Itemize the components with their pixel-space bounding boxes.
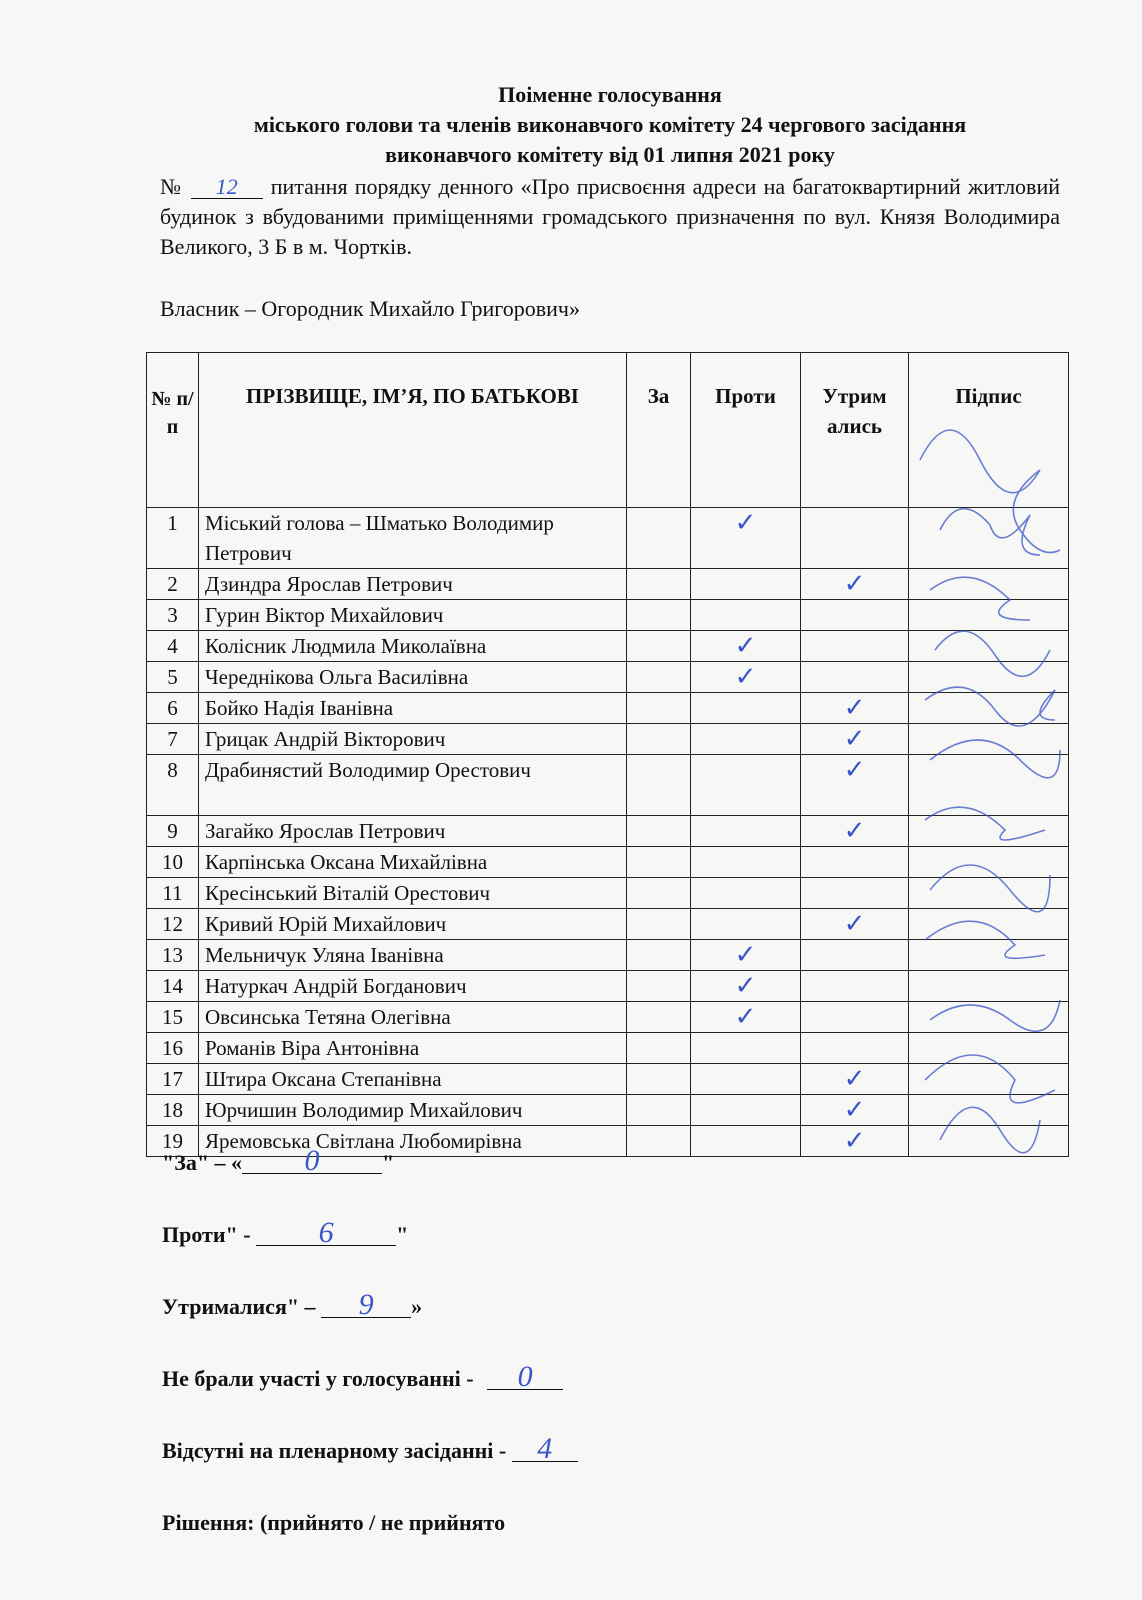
row-number: 3 (147, 600, 199, 631)
row-signature (909, 508, 1069, 569)
row-number: 11 (147, 878, 199, 909)
summary-abstain (162, 1288, 578, 1364)
roll-call-table (146, 352, 1069, 1157)
summary-absent (162, 1432, 578, 1508)
row-signature (909, 1033, 1069, 1064)
row-against: ✓ (691, 508, 801, 569)
row-signature (909, 569, 1069, 600)
row-abstain: ✓ (801, 755, 909, 816)
summary-for-value: 0 (242, 1149, 382, 1174)
title-line-2: міського голови та членів виконавчого комітету 24 чергового засідання (253, 112, 967, 137)
row-for (627, 508, 691, 569)
row-for (627, 971, 691, 1002)
row-number: 15 (147, 1002, 199, 1033)
row-signature (909, 878, 1069, 909)
table-row (147, 693, 1069, 724)
row-for (627, 1126, 691, 1157)
summary-absent-value: 4 (512, 1437, 578, 1462)
row-against (691, 569, 801, 600)
table-row (147, 508, 1069, 569)
row-abstain (801, 508, 909, 569)
topic-text: питання порядку денного «Про присвоєння адреси на багатоквартирний житловий будинок з вбудованими приміщеннями громадського призначення по вул. Князя Володимира Великого, 3 Б в м. Чортків. (160, 174, 1060, 259)
table-row (147, 940, 1069, 971)
row-number: 1 (147, 508, 199, 569)
row-abstain: ✓ (801, 1126, 909, 1157)
row-against (691, 1033, 801, 1064)
agenda-topic (160, 172, 1060, 262)
row-name: Драбинястий Володимир Орестович (199, 755, 627, 816)
row-for (627, 1064, 691, 1095)
row-number: 9 (147, 816, 199, 847)
summary-not-voted-label: Не брали участі у голосуванні - (162, 1366, 480, 1391)
table-row (147, 816, 1069, 847)
row-for (627, 1033, 691, 1064)
row-for (627, 847, 691, 878)
summary-decision (162, 1508, 578, 1580)
document-title (160, 80, 1060, 170)
topic-number-handwritten: 12 (191, 176, 263, 199)
row-for (627, 724, 691, 755)
table-row (147, 755, 1069, 816)
summary-for-end: " (382, 1150, 395, 1175)
title-line-3: виконавчого комітету від 01 липня 2021 року (385, 142, 835, 167)
row-signature (909, 724, 1069, 755)
row-signature (909, 1002, 1069, 1033)
row-against (691, 1126, 801, 1157)
row-against: ✓ (691, 971, 801, 1002)
owner-line: Власник – Огородник Михайло Григорович» (160, 296, 580, 321)
row-name: Череднікова Ольга Василівна (199, 662, 627, 693)
table-row (147, 1095, 1069, 1126)
row-name: Гурин Віктор Михайлович (199, 600, 627, 631)
row-signature (909, 940, 1069, 971)
row-number: 19 (147, 1126, 199, 1157)
row-number: 10 (147, 847, 199, 878)
row-against: ✓ (691, 631, 801, 662)
table-row (147, 631, 1069, 662)
row-name: Дзиндра Ярослав Петрович (199, 569, 627, 600)
row-number: 17 (147, 1064, 199, 1095)
row-for (627, 909, 691, 940)
row-signature (909, 971, 1069, 1002)
title-line-1: Поіменне голосування (498, 82, 722, 107)
row-signature (909, 1126, 1069, 1157)
row-for (627, 816, 691, 847)
row-for (627, 1095, 691, 1126)
row-abstain (801, 600, 909, 631)
summary-against-value: 6 (256, 1221, 396, 1246)
row-number: 12 (147, 909, 199, 940)
summary-absent-label: Відсутні на пленарному засіданні - (162, 1438, 512, 1463)
row-against (691, 878, 801, 909)
summary-for (162, 1144, 578, 1220)
row-name: Карпінська Оксана Михайлівна (199, 847, 627, 878)
row-number: 16 (147, 1033, 199, 1064)
row-abstain: ✓ (801, 693, 909, 724)
row-number: 14 (147, 971, 199, 1002)
row-signature (909, 816, 1069, 847)
row-name: Романів Віра Антонівна (199, 1033, 627, 1064)
row-abstain (801, 878, 909, 909)
header-name: ПРІЗВИЩЕ, ІМ’Я, ПО БАТЬКОВІ (199, 353, 627, 508)
row-for (627, 600, 691, 631)
row-name: Мельничук Уляна Іванівна (199, 940, 627, 971)
table-row (147, 1064, 1069, 1095)
row-against (691, 693, 801, 724)
row-number: 13 (147, 940, 199, 971)
row-signature (909, 631, 1069, 662)
summary-not-voted (162, 1360, 578, 1436)
summary-abstain-label: Утрималися" – (162, 1294, 322, 1319)
row-name: Колісник Людмила Миколаївна (199, 631, 627, 662)
row-for (627, 569, 691, 600)
row-name: Яремовська Світлана Любомирівна (199, 1126, 627, 1157)
row-name: Натуркач Андрій Богданович (199, 971, 627, 1002)
row-against (691, 724, 801, 755)
row-for (627, 662, 691, 693)
row-against (691, 600, 801, 631)
row-signature (909, 600, 1069, 631)
table-header-row (147, 353, 1069, 508)
row-abstain (801, 940, 909, 971)
summary-abstain-end: » (411, 1294, 423, 1319)
row-against: ✓ (691, 662, 801, 693)
table-row (147, 971, 1069, 1002)
table-row (147, 600, 1069, 631)
table-row (147, 1002, 1069, 1033)
row-for (627, 1002, 691, 1033)
row-signature (909, 909, 1069, 940)
row-number: 2 (147, 569, 199, 600)
summary-for-label: "За" – « (162, 1150, 243, 1175)
row-name: Кривий Юрій Михайлович (199, 909, 627, 940)
summary-abstain-value: 9 (321, 1293, 411, 1318)
summary-against (162, 1216, 578, 1292)
row-for (627, 693, 691, 724)
table-row (147, 909, 1069, 940)
row-against (691, 816, 801, 847)
row-name: Бойко Надія Іванівна (199, 693, 627, 724)
table-row (147, 878, 1069, 909)
row-name: Загайко Ярослав Петрович (199, 816, 627, 847)
row-against (691, 1095, 801, 1126)
row-abstain: ✓ (801, 1095, 909, 1126)
row-for (627, 878, 691, 909)
row-abstain (801, 1002, 909, 1033)
table-row (147, 662, 1069, 693)
row-name: Штира Оксана Степанівна (199, 1064, 627, 1095)
row-against (691, 909, 801, 940)
row-number: 7 (147, 724, 199, 755)
row-abstain (801, 1033, 909, 1064)
row-signature (909, 662, 1069, 693)
row-against (691, 847, 801, 878)
row-for (627, 755, 691, 816)
row-abstain: ✓ (801, 569, 909, 600)
row-abstain: ✓ (801, 724, 909, 755)
row-signature (909, 1095, 1069, 1126)
row-signature (909, 847, 1069, 878)
row-number: 4 (147, 631, 199, 662)
row-signature (909, 693, 1069, 724)
summary-decision-label: Рішення: (прийнято / не прийнято (162, 1510, 506, 1535)
table-row (147, 1033, 1069, 1064)
table-row (147, 847, 1069, 878)
row-name: Міський голова – Шматько Володимир Петрович (199, 508, 627, 569)
row-name: Грицак Андрій Вікторович (199, 724, 627, 755)
row-number: 5 (147, 662, 199, 693)
row-name: Юрчишин Володимир Михайлович (199, 1095, 627, 1126)
row-abstain (801, 971, 909, 1002)
table-row (147, 724, 1069, 755)
header-num: № п/п (147, 353, 199, 508)
row-abstain (801, 631, 909, 662)
row-abstain (801, 662, 909, 693)
summary-against-label: Проти" - (162, 1222, 257, 1247)
header-for: За (627, 353, 691, 508)
topic-number-prefix: № (160, 174, 183, 199)
row-signature (909, 1064, 1069, 1095)
row-number: 18 (147, 1095, 199, 1126)
row-number: 8 (147, 755, 199, 816)
summary-against-end: " (396, 1222, 409, 1247)
row-against: ✓ (691, 1002, 801, 1033)
row-against (691, 755, 801, 816)
row-abstain (801, 847, 909, 878)
row-for (627, 631, 691, 662)
row-abstain: ✓ (801, 909, 909, 940)
row-against: ✓ (691, 940, 801, 971)
header-abstain: Утрим ались (801, 353, 909, 508)
row-name: Овсинська Тетяна Олегівна (199, 1002, 627, 1033)
table-row (147, 569, 1069, 600)
summary-not-voted-value: 0 (487, 1365, 563, 1390)
row-for (627, 940, 691, 971)
vote-summary (162, 1144, 578, 1580)
row-against (691, 1064, 801, 1095)
header-against: Проти (691, 353, 801, 508)
row-signature (909, 755, 1069, 816)
row-name: Кресінський Віталій Орестович (199, 878, 627, 909)
row-abstain: ✓ (801, 816, 909, 847)
header-signature: Підпис (909, 353, 1069, 508)
row-abstain: ✓ (801, 1064, 909, 1095)
row-number: 6 (147, 693, 199, 724)
